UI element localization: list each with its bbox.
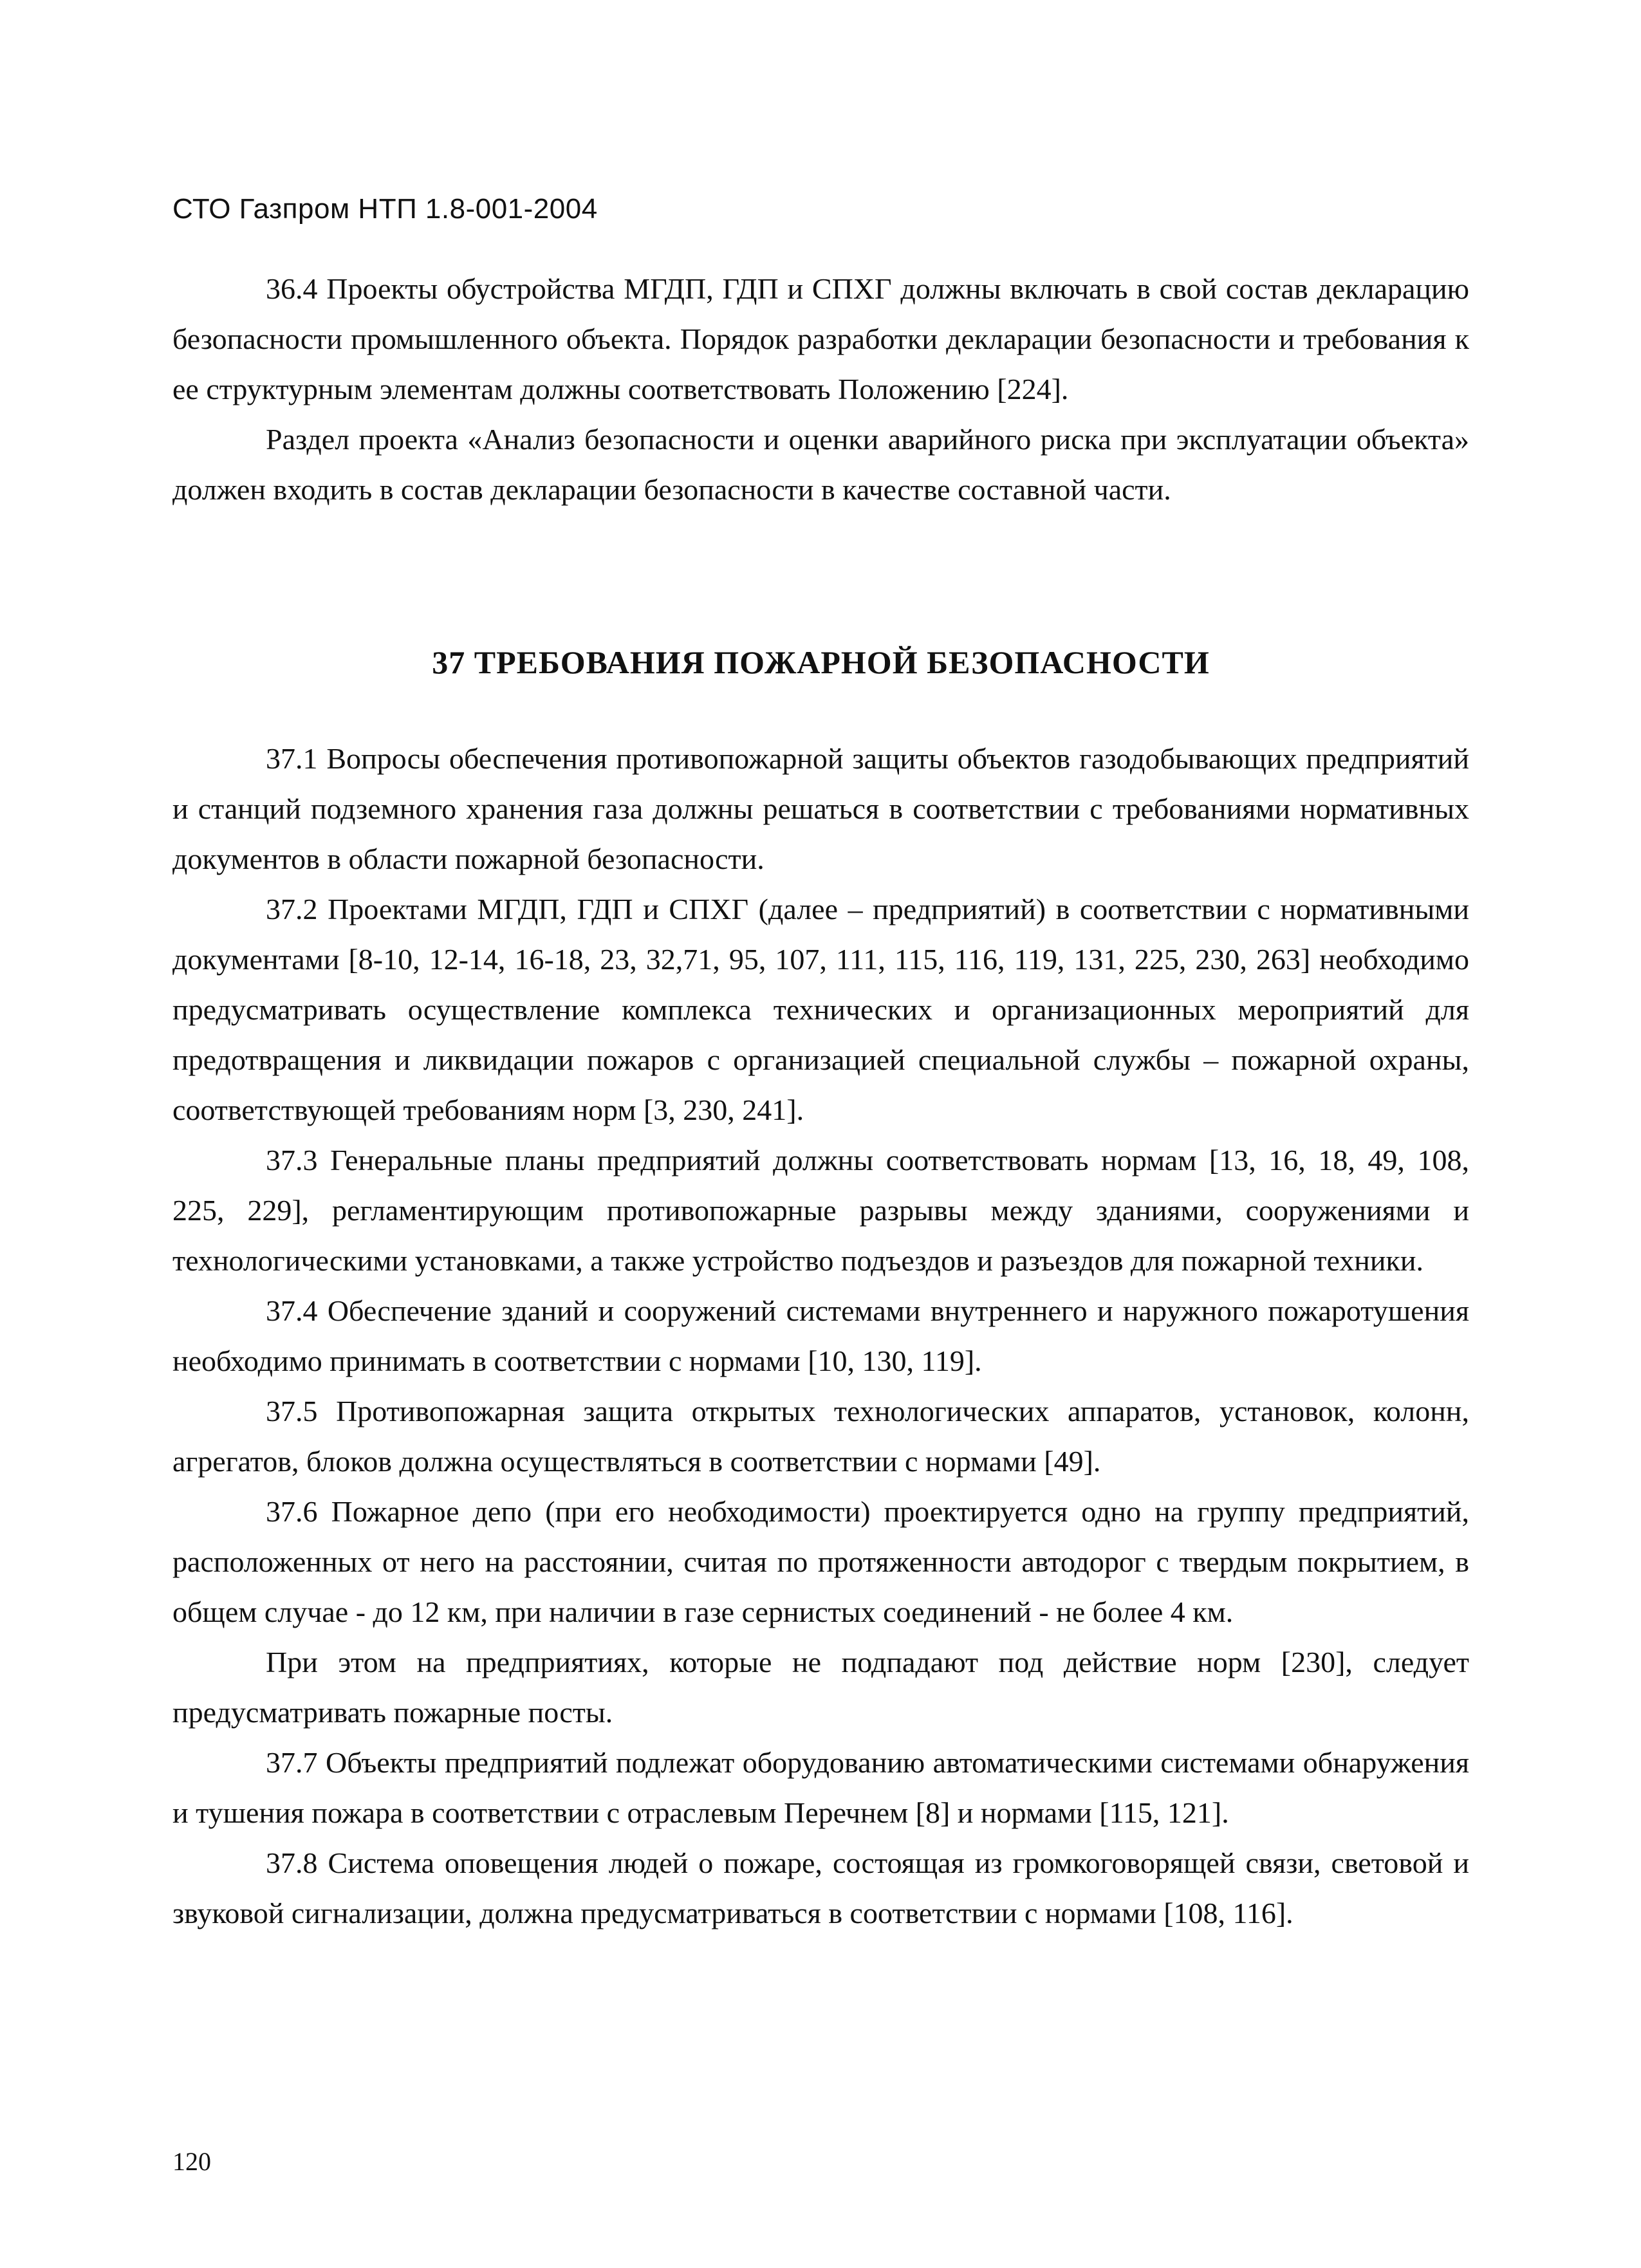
paragraph-fire-posts: При этом на предприятиях, которые не подпадают под действие норм [230], следует предусматривать пожарные посты.	[172, 1646, 1469, 1729]
paragraph-risk-analysis: Раздел проекта «Анализ безопасности и оценки аварийного риска при эксплуатации объекта» должен входить в состав декларации безопасности в качестве составной части.	[172, 423, 1469, 506]
page-number: 120	[172, 2147, 211, 2176]
section-title: 37 ТРЕБОВАНИЯ ПОЖАРНОЙ БЕЗОПАСНОСТИ	[432, 644, 1210, 680]
paragraph-37-1: 37.1 Вопросы обеспечения противопожарной защиты объектов газодобывающих предприятий и станций подземного хранения газа должны решаться в соответствии с требованиями нормативных документов в области пожарной безопасности.	[172, 742, 1469, 875]
paragraph-37-3: 37.3 Генеральные планы предприятий должны соответствовать нормам [13, 16, 18, 49, 108, 225, 229], регламентирующим противопожарные разрывы между зданиями, сооружениями и технологическими установками, а также устройство подъездов и разъездов для пожарной техники.	[172, 1144, 1469, 1277]
section-text-block	[172, 734, 1469, 1938]
paragraph-37-2: 37.2 Проектами МГДП, ГДП и СПХГ (далее – предприятий) в соответствии с нормативными документами [8-10, 12-14, 16-18, 23, 32,71, 95, 107, 111, 115, 116, 119, 131, 225, 230, 263] необходимо предусматривать осуществление комплекса технических и организационных мероприятий для предотвращения и ликвидации пожаров с организацией специальной службы – пожарной охраны, соответствующей требованиям норм [3, 230, 241].	[172, 893, 1469, 1126]
paragraph-36-4: 36.4 Проекты обустройства МГДП, ГДП и СПХГ должны включать в свой состав декларацию безопасности промышленного объекта. Порядок разработки декларации безопасности и требования к ее структурным элементам должны соответствовать Положению [224].	[172, 272, 1469, 405]
intro-text-block	[172, 264, 1469, 515]
paragraph-37-4: 37.4 Обеспечение зданий и сооружений системами внутреннего и наружного пожаротушения необходимо принимать в соответствии с нормами [10, 130, 119].	[172, 1294, 1469, 1377]
paragraph-37-6: 37.6 Пожарное депо (при его необходимости) проектируется одно на группу предприятий, расположенных от него на расстоянии, считая по протяженности автодорог с твердым покрытием, в общем случае - до 12 км, при наличии в газе сернистых соединений - не более 4 км.	[172, 1495, 1469, 1628]
paragraph-37-5: 37.5 Противопожарная защита открытых технологических аппаратов, установок, колонн, агрегатов, блоков должна осуществляться в соответствии с нормами [49].	[172, 1395, 1469, 1478]
paragraph-37-8: 37.8 Система оповещения людей о пожаре, состоящая из громкоговорящей связи, световой и звуковой сигнализации, должна предусматриваться в соответствии с нормами [108, 116].	[172, 1846, 1469, 1929]
paragraph-37-7: 37.7 Объекты предприятий подлежат оборудованию автоматическими системами обнаружения и тушения пожара в соответствии с отраслевым Перечнем [8] и нормами [115, 121].	[172, 1746, 1469, 1829]
document-header: СТО Газпром НТП 1.8-001-2004	[172, 193, 598, 225]
